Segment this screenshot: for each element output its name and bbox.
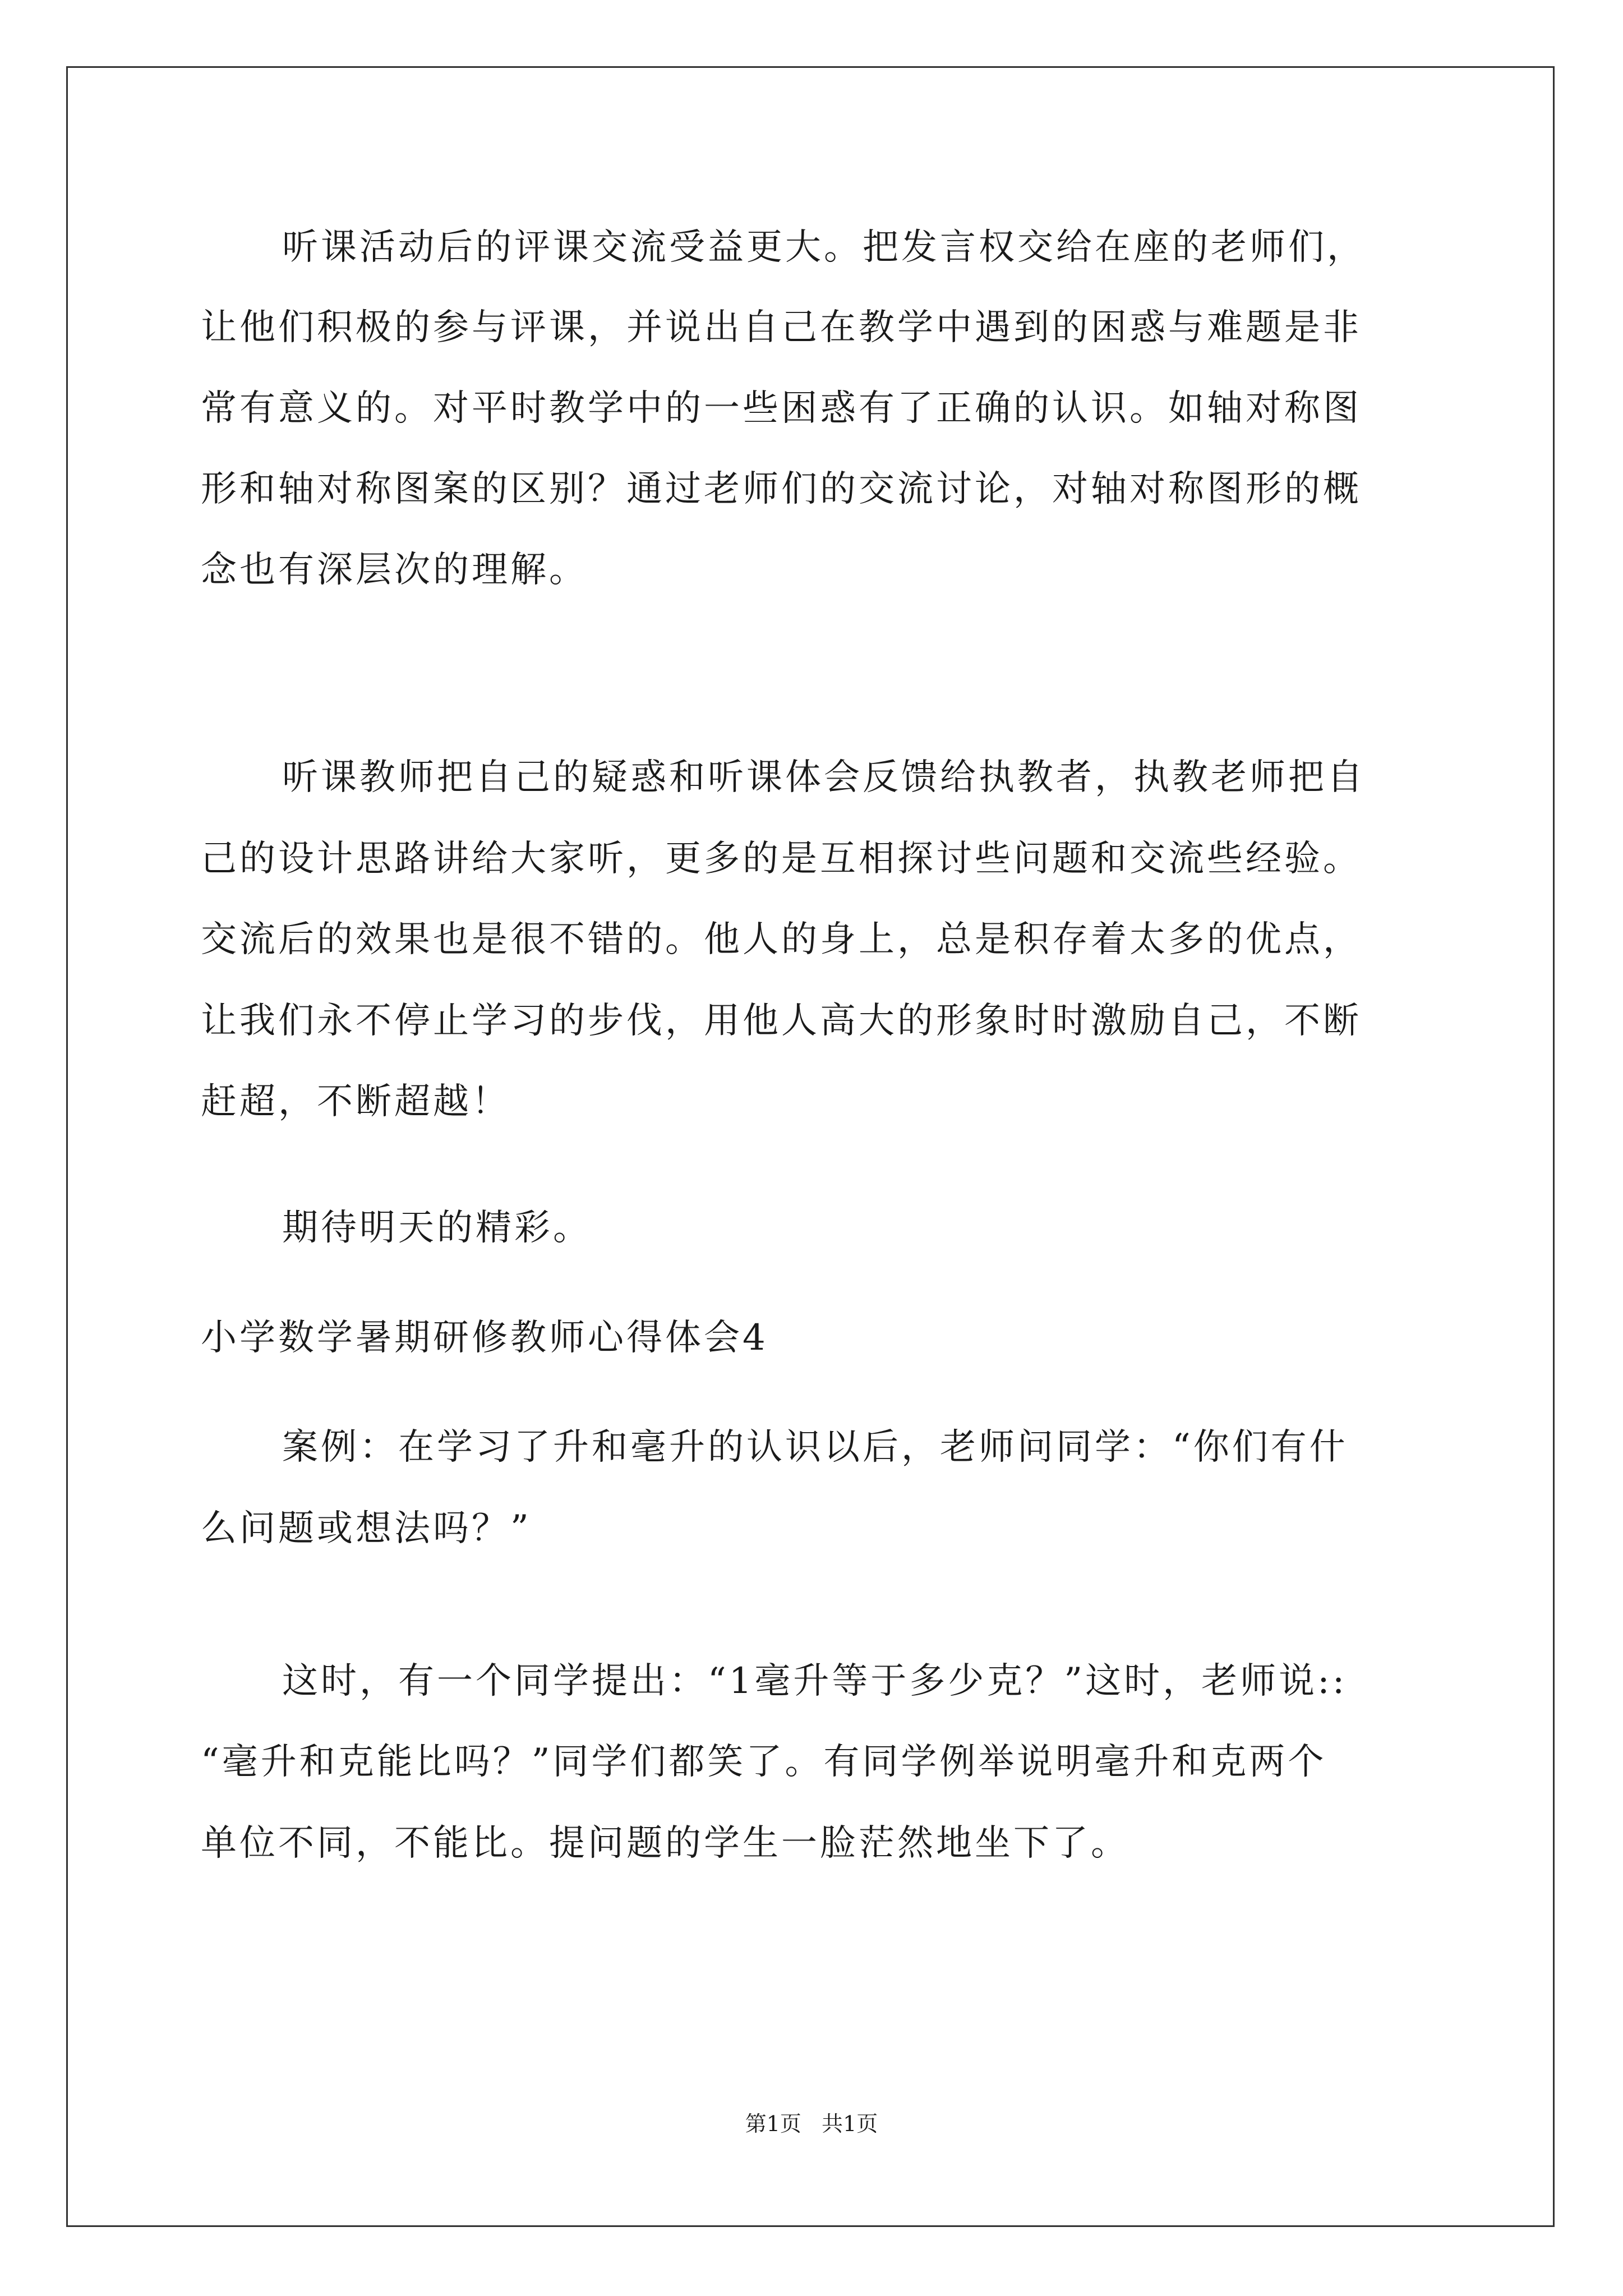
paragraph-line: 交流后的效果也是很不错的。他人的身上，总是积存着太多的优点， xyxy=(201,919,1362,960)
paragraph-line: 单位不同，不能比。提问题的学生一脸茫然地坐下了。 xyxy=(201,1823,1129,1864)
paragraph-line: 听课活动后的评课交流受益更大。把发言权交给在座的老师们， xyxy=(282,227,1366,268)
paragraph-line: 让他们积极的参与评课，并说出自己在教学中遇到的困惑与难题是非 xyxy=(201,307,1362,348)
paragraph-line: 期待明天的精彩。 xyxy=(282,1207,592,1249)
paragraph-line: “毫升和克能比吗？”同学们都笑了。有同学例举说明毫升和克两个 xyxy=(201,1741,1327,1783)
paragraph-line: 形和轴对称图案的区别？通过老师们的交流讨论，对轴对称图形的概 xyxy=(201,468,1362,510)
paragraph-line: 案例：在学习了升和毫升的认识以后，老师问同学：“你们有什 xyxy=(282,1427,1348,1468)
page-footer: 第1页 共1页 xyxy=(745,2111,878,2136)
paragraph-line: 念也有深层次的理解。 xyxy=(201,549,588,591)
paragraph-line: 让我们永不停止学习的步伐，用他人高大的形象时时激励自己，不断 xyxy=(201,1000,1362,1042)
paragraph-line: 么问题或想法吗？” xyxy=(201,1508,532,1549)
paragraph-line: 赶超，不断超越！ xyxy=(201,1081,510,1122)
paragraph-line: 听课教师把自己的疑惑和听课体会反馈给执教者，执教老师把自 xyxy=(282,757,1366,798)
paragraph-line: 常有意义的。对平时教学中的一些困惑有了正确的认识。如轴对称图 xyxy=(201,388,1362,429)
section-heading: 小学数学暑期研修教师心得体会4 xyxy=(201,1317,768,1359)
paragraph-line: 己的设计思路讲给大家听，更多的是互相探讨些问题和交流些经验。 xyxy=(201,838,1362,880)
paragraph-line: 这时，有一个同学提出：“1毫升等于多少克？”这时，老师说:: xyxy=(282,1660,1348,1702)
